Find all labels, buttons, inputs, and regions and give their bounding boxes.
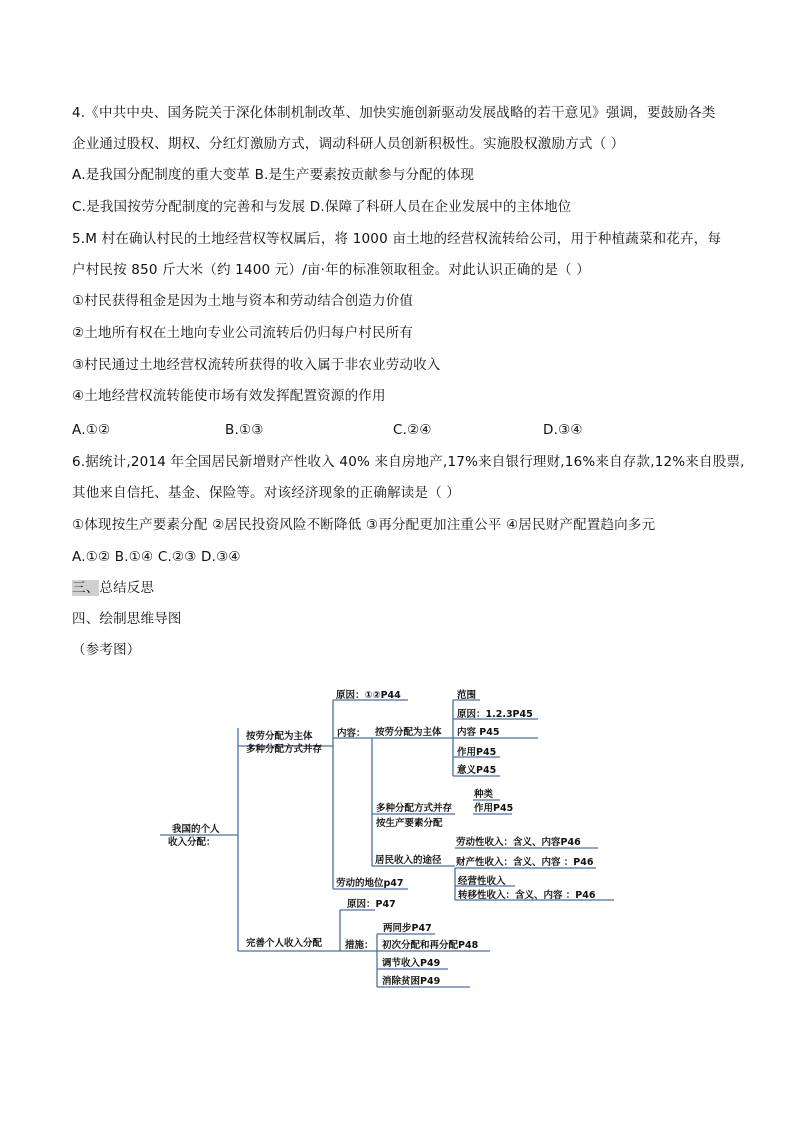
- q5-option-c: C.②④: [393, 422, 432, 438]
- mind-map-yiyi: 意义P45: [457, 765, 497, 776]
- q4-options-line2: C.是我国按劳分配制度的完善和与发展 D.保障了科研人员在企业发展中的主体地位: [72, 199, 572, 215]
- mind-map-measure-3: 调节收入P49: [382, 958, 441, 969]
- q5-stem-line1: 5.M 村在确认村民的土地经营权等权属后，将 1000 亩土地的经营权流转给公司，用于种植蔬菜和花卉，每: [72, 231, 722, 247]
- mind-map-income-labor: 劳动性收入：含义、内容P46: [456, 837, 581, 848]
- mind-map-zuoyong-b: 作用P45: [474, 803, 514, 814]
- reference-note: （参考图）: [72, 642, 141, 658]
- mind-map-root-line1: 我国的个人: [172, 824, 220, 835]
- q5-item-3: ③村民通过土地经营权流转所获得的收入属于非农业劳动收入: [72, 357, 441, 373]
- mind-map-zuoyong: 作用P45: [457, 747, 497, 758]
- mind-map-measure-4: 消除贫困P49: [382, 976, 441, 987]
- mind-map-zhonglei: 种类: [474, 789, 494, 800]
- q5-item-2: ②土地所有权在土地向专业公司流转后仍归每户村民所有: [72, 325, 414, 341]
- q5-option-d: D.③④: [543, 422, 583, 438]
- q5-option-b: B.①③: [225, 422, 264, 438]
- q4-options-line1: A.是我国分配制度的重大变革 B.是生产要素按贡献参与分配的体现: [72, 167, 475, 183]
- mind-map-measure-2: 初次分配和再分配P48: [382, 940, 479, 951]
- mind-map-branch1-line2: 多种分配方式并存: [246, 744, 323, 755]
- mind-map-reason-main: 原因：①②P44: [336, 690, 401, 701]
- mind-map-income-business: 经营性收入: [458, 876, 506, 887]
- q6-stem-line2: 其他来自信托、基金、保险等。对该经济现象的正确解读是（ ）: [72, 485, 461, 501]
- q4-stem-line1: 4.《中共中央、国务院关于深化体制机制改革、加快实施创新驱动发展战略的若干意见》强调，要鼓励各类: [72, 105, 716, 121]
- mind-map-income-transfer: 转移性收入：含义、内容 ：P46: [458, 890, 596, 901]
- mind-map-tujing: 居民收入的途径: [375, 855, 442, 866]
- mind-map-reason-p47: 原因：P47: [347, 899, 396, 910]
- mind-map-anshengchan: 按生产要素分配: [376, 818, 443, 829]
- q5-option-a: A.①②: [72, 422, 111, 438]
- mind-map-measures-label: 措施：: [345, 940, 374, 951]
- mind-map-laodong-diwei: 劳动的地位p47: [336, 878, 404, 889]
- mind-map-anlao: 按劳分配为主体: [375, 727, 442, 738]
- mind-map-duozhong: 多种分配方式并存: [376, 803, 453, 814]
- mind-map-content-label: 内容：: [337, 728, 366, 739]
- mind-map-branch1-line1: 按劳分配为主体: [246, 731, 313, 742]
- section-3-number: 三、: [72, 580, 100, 596]
- section-4-heading: 四、绘制思维导图: [72, 611, 182, 627]
- mind-map-fanwei: 范围: [457, 690, 477, 701]
- q6-options: A.①② B.①④ C.②③ D.③④: [72, 549, 241, 565]
- mind-map-reason-anlao: 原因：1.2.3P45: [457, 709, 533, 720]
- q5-item-4: ④土地经营权流转能使市场有效发挥配置资源的作用: [72, 388, 386, 404]
- q4-stem-line2: 企业通过股权、期权、分红灯激励方式，调动科研人员创新积极性。实施股权激励方式（ ）: [72, 136, 625, 152]
- q6-stem-line1: 6.据统计,2014 年全国居民新增财产性收入 40% 来自房地产,17%来自银行理财,16%来自存款,12%来自股票,: [72, 454, 745, 470]
- q5-stem-line2: 户村民按 850 斤大米（约 1400 元）/亩·年的标准领取租金。对此认识正确的是（ ）: [72, 262, 590, 278]
- mind-map-root-line2: 收入分配：: [168, 837, 216, 848]
- mind-map-measure-1: 两同步P47: [383, 923, 432, 934]
- section-3-title: 总结反思: [99, 580, 155, 596]
- q5-item-1: ①村民获得租金是因为土地与资本和劳动结合创造力价值: [72, 293, 414, 309]
- mind-map-neirong: 内容 P45: [457, 727, 500, 738]
- mind-map-branch2: 完善个人收入分配: [246, 938, 323, 949]
- mind-map-income-property: 财产性收入：含义、内容 ：P46: [456, 857, 594, 868]
- q6-items: ①体现按生产要素分配 ②居民投资风险不断降低 ③再分配更加注重公平 ④居民财产配置趋向多元: [72, 517, 656, 533]
